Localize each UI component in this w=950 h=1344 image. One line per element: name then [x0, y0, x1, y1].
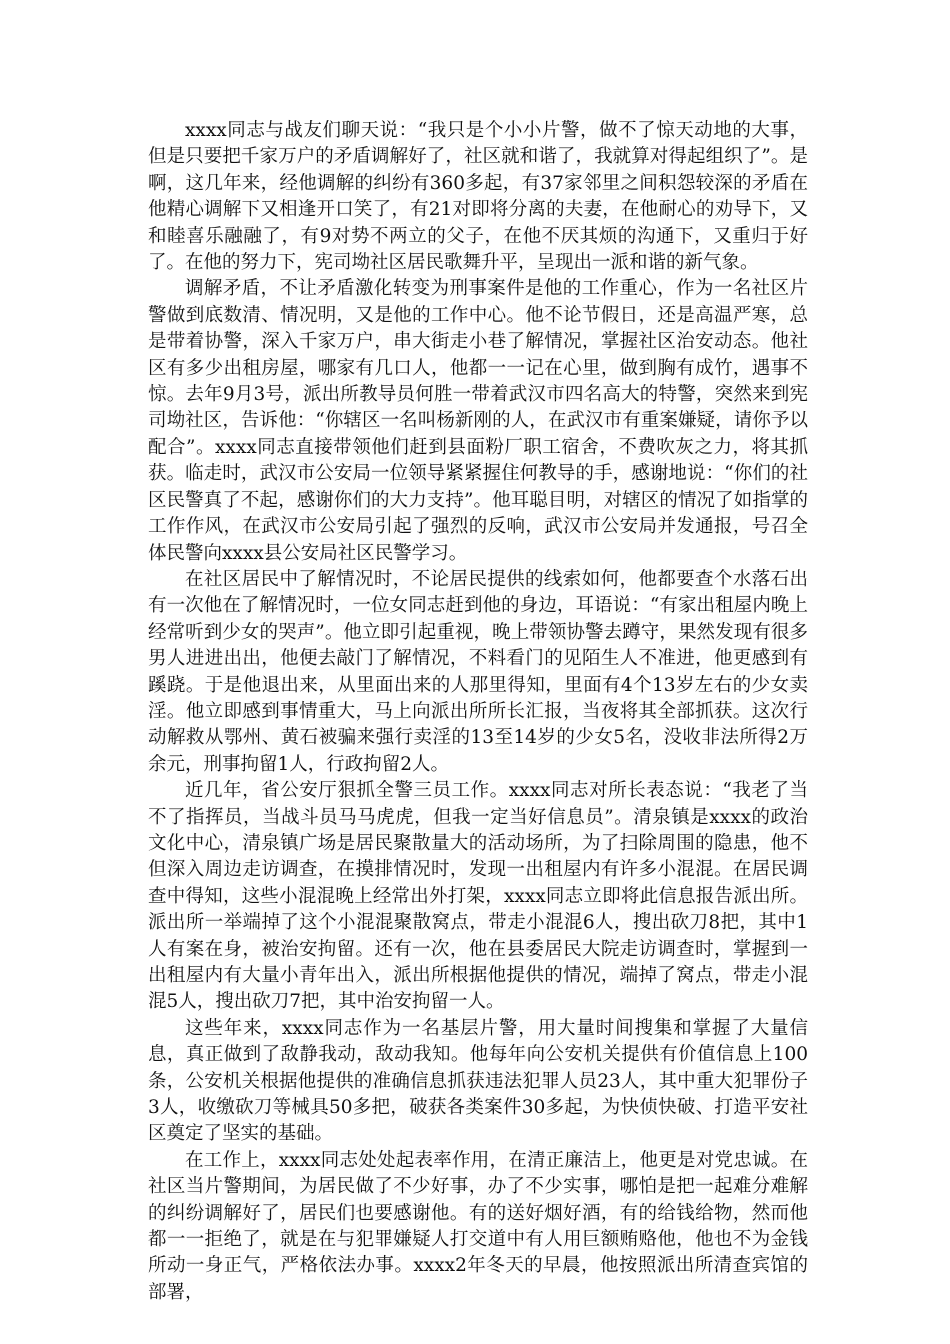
- paragraph-6: 在工作上，xxxx同志处处起表率作用，在清正廉洁上，他更是对党忠诚。在社区当片警期间，为居民做了不少好事，办了不少实事，哪怕是把一起难分难解的纠纷调解好了，居民们也要感谢他。有的送好烟好酒，有的给钱给物，然而他都一一拒绝了，就是在与犯罪嫌疑人打交道中有人用巨额贿赂他，他也不为金钱所动一身正气，严格依法办事。xxxx2年冬天的早晨，他按照派出所清查宾馆的部署，: [148, 1149, 808, 1303]
- paragraph-1: xxxx同志与战友们聊天说：“我只是个小小片警，做不了惊天动地的大事，但是只要把千家万户的矛盾调解好了，社区就和谐了，我就算对得起组织了”。是啊，这几年来，经他调解的纠纷有360多起，有37家邻里之间积怨较深的矛盾在他精心调解下又相逢开口笑了，有21对即将分离的夫妻，在他耐心的劝导下，又和睦喜乐融融了，有9对势不两立的父子，在他不厌其烦的沟通下，又重归于好了。在他的努力下，宪司坳社区居民歌舞升平，呈现出一派和谐的新气象。: [148, 120, 808, 274]
- paragraph-5: 这些年来，xxxx同志作为一名基层片警，用大量时间搜集和掌握了大量信息，真正做到了敌静我动，敌动我知。他每年向公安机关提供有价值信息上100条，公安机关根据他提供的准确信息抓获违法犯罪人员23人，其中重大犯罪份子3人，收缴砍刀等械具50多把，破获各类案件30多起，为快侦快破、打造平安社区奠定了坚实的基础。: [148, 1017, 808, 1145]
- paragraph-2: 调解矛盾，不让矛盾激化转变为刑事案件是他的工作重心，作为一名社区片警做到底数清、情况明，又是他的工作中心。他不论节假日，还是高温严寒，总是带着协警，深入千家万户，串大街走小巷了解情况，掌握社区治安动态。他社区有多少出租房屋，哪家有几口人，他都一一记在心里，做到胸有成竹，遇事不惊。去年9月3号，派出所教导员何胜一带着武汉市四名高大的特警，突然来到宪司坳社区，告诉他：“你辖区一名叫杨新刚的人，在武汉市有重案嫌疑，请你予以配合”。xxxx同志直接带领他们赶到县面粉厂职工宿舍，不费吹灰之力，将其抓获。临走时，武汉市公安局一位领导紧紧握住何教导的手，感谢地说：“你们的社区民警真了不起，感谢你们的大力支持”。他耳聪目明，对辖区的情况了如指掌的工作作风，在武汉市公安局引起了强烈的反响，武汉市公安局并发通报，号召全体民警向xxxx县公安局社区民警学习。: [148, 278, 808, 564]
- paragraph-3: 在社区居民中了解情况时，不论居民提供的线索如何，他都要查个水落石出有一次他在了解情况时，一位女同志赶到他的身边，耳语说：“有家出租屋内晚上经常听到少女的哭声”。他立即引起重视，晚上带领协警去蹲守，果然发现有很多男人进进出出，他便去敲门了解情况，不料看门的见陌生人不准进，他更感到有蹊跷。于是他退出来，从里面出来的人那里得知，里面有4个13岁左右的少女卖淫。他立即感到事情重大，马上向派出所所长汇报，当夜将其全部抓获。这次行动解救从鄂州、黄石被骗来强行卖淫的13至14岁的少女5名，没收非法所得2万余元，刑事拘留1人，行政拘留2人。: [148, 568, 808, 775]
- paragraph-4: 近几年，省公安厅狠抓全警三员工作。xxxx同志对所长表态说：“我老了当不了指挥员，当战斗员马马虎虎，但我一定当好信息员”。清泉镇是xxxx的政治文化中心，清泉镇广场是居民聚散量大的活动场所，为了扫除周围的隐患，他不但深入周边走访调查，在摸排情况时，发现一出租屋内有许多小混混。在居民调查中得知，这些小混混晚上经常出外打架，xxxx同志立即将此信息报告派出所。派出所一举端掉了这个小混混聚散窝点，带走小混混6人，搜出砍刀8把，其中1人有案在身，被治安拘留。还有一次，他在县委居民大院走访调查时，掌握到一出租屋内有大量小青年出入，派出所根据他提供的情况，端掉了窝点，带走小混混5人，搜出砍刀7把，其中治安拘留一人。: [148, 780, 808, 1013]
- document-body: [148, 118, 808, 1306]
